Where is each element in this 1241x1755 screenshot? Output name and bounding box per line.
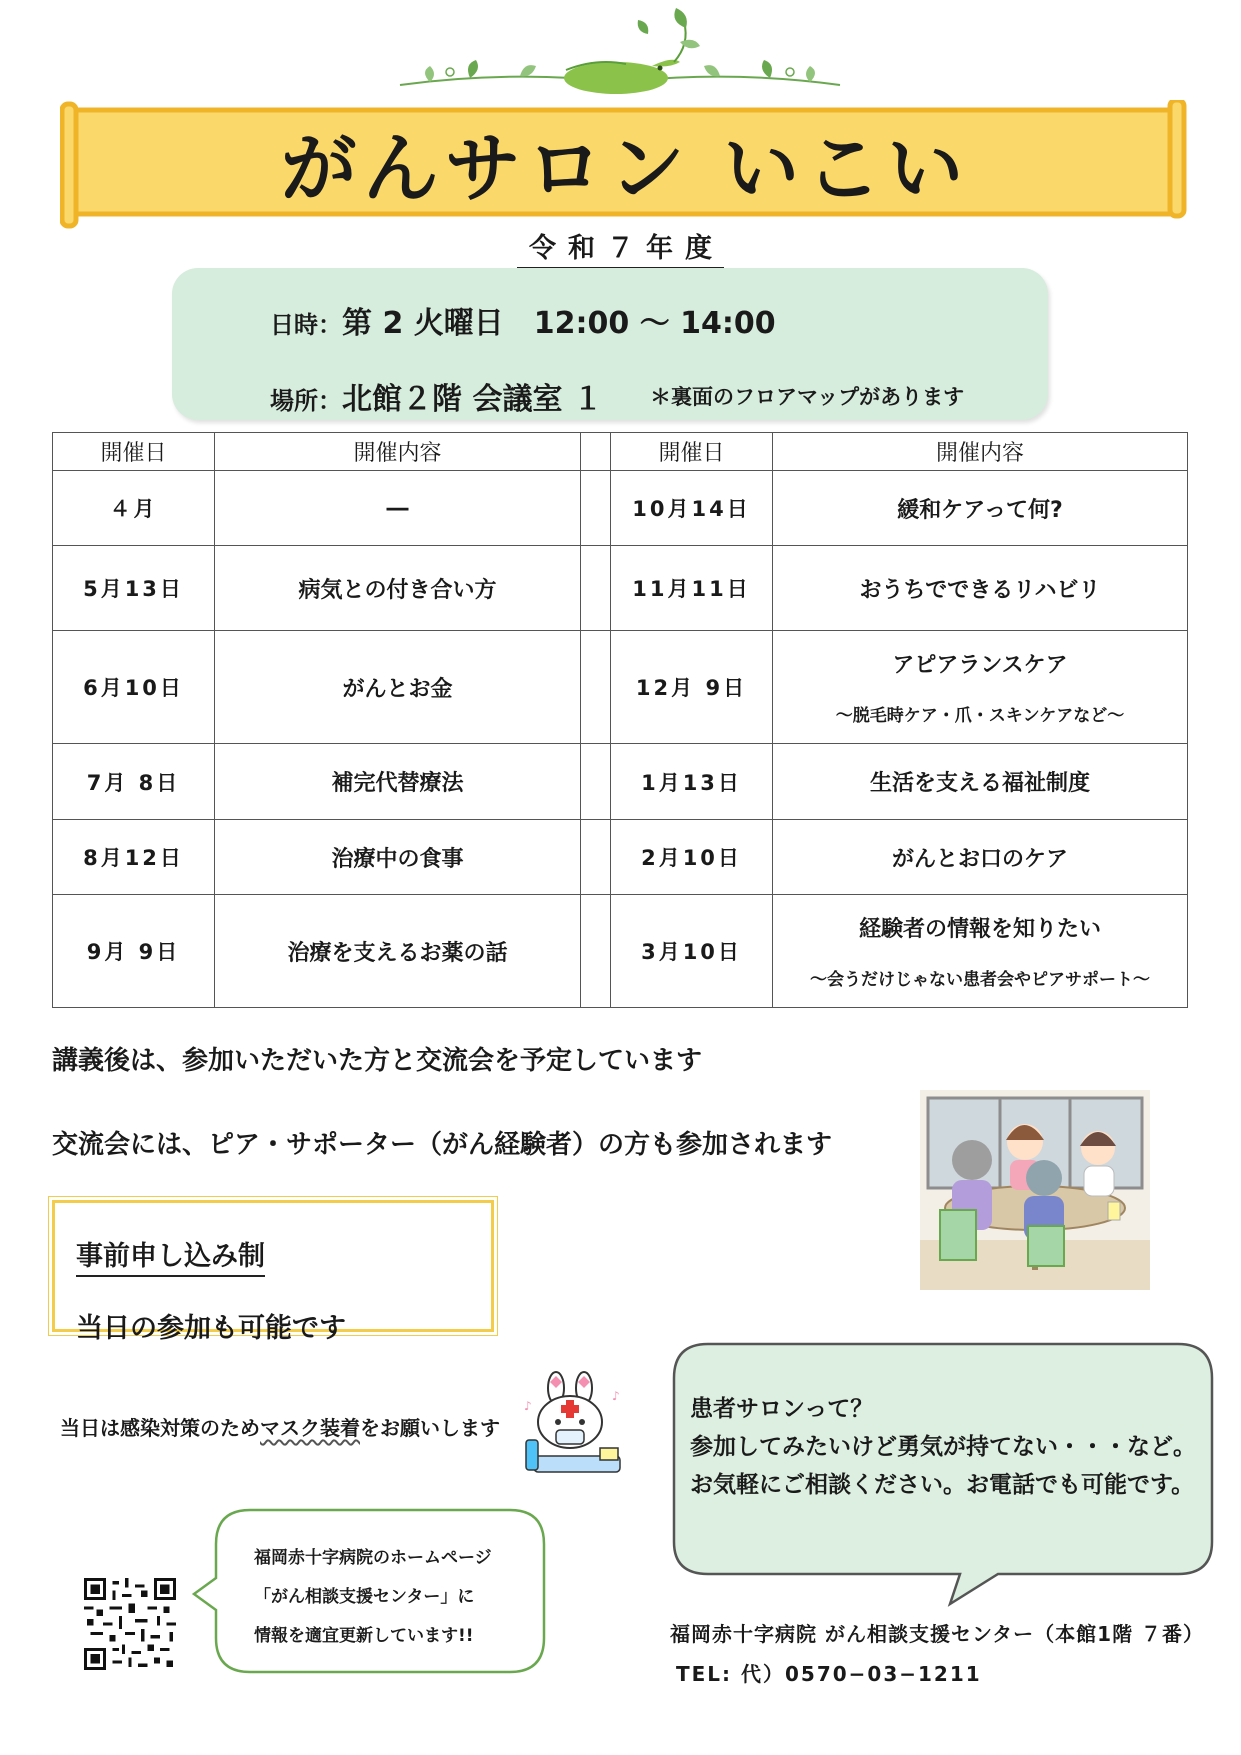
- qr-code-icon[interactable]: [84, 1578, 176, 1670]
- homepage-text: [254, 1539, 492, 1656]
- fiscal-year: [0, 226, 1241, 265]
- table-row: [53, 895, 1188, 1008]
- datetime-line: [270, 298, 776, 342]
- topic-subtitle: ～脱毛時ケア・爪・スキンケアなど～: [835, 706, 1125, 726]
- topic-subtitle: ～会うだけじゃない患者会やピアサポート～: [810, 970, 1150, 990]
- table-cell-topic: [773, 895, 1188, 1008]
- table-header: 開催日: [53, 433, 215, 471]
- group-meeting-illustration: [920, 1090, 1150, 1290]
- consultation-line-3: お気軽にご相談ください。お電話でも可能です。: [690, 1472, 1195, 1498]
- place-label: 場所：: [270, 387, 342, 415]
- phone-number: TEL: 代）0570−03−1211: [676, 1662, 982, 1686]
- registration-title: 事前申し込み制: [76, 1234, 265, 1277]
- table-cell-date: ４月: [53, 471, 215, 546]
- table-gap: [581, 744, 611, 820]
- table-cell-topic: 治療を支えるお薬の話: [215, 895, 581, 1008]
- table-header: 開催内容: [215, 433, 581, 471]
- table-cell-date: 9月 9日: [53, 895, 215, 1008]
- table-gap: [581, 631, 611, 744]
- peer-supporter-note: 交流会には、ピア・サポーター（がん経験者）の方も参加されます: [52, 1130, 833, 1160]
- table-cell-date: 6月10日: [53, 631, 215, 744]
- table-cell-date: 11月11日: [611, 546, 773, 631]
- floor-map-note: ＊裏面のフロアマップがあります: [650, 385, 965, 409]
- table-gap: [581, 433, 611, 471]
- page-title: がんサロン いこい: [280, 124, 970, 213]
- table-cell-topic: がんとお金: [215, 631, 581, 744]
- consultation-text: [690, 1390, 1196, 1504]
- datetime-label: 日時：: [270, 311, 342, 339]
- mask-note-emphasis: マスク装着: [260, 1416, 360, 1440]
- homepage-line-2: 「がん相談支援センター」に: [254, 1587, 475, 1607]
- consultation-line-1: 患者サロンって？: [690, 1396, 874, 1422]
- table-cell-date: 1月13日: [611, 744, 773, 820]
- mask-note-before: 当日は感染対策のため: [60, 1416, 260, 1440]
- place-value: 北館２階 会議室 １: [342, 382, 603, 417]
- table-header-row: [53, 433, 1188, 471]
- table-cell-topic: ―: [215, 471, 581, 546]
- table-cell-date: 7月 8日: [53, 744, 215, 820]
- table-gap: [581, 546, 611, 631]
- table-row: [53, 631, 1188, 744]
- svg-text:♪: ♪: [612, 1389, 620, 1403]
- table-gap: [581, 471, 611, 546]
- table-cell-date: 3月10日: [611, 895, 773, 1008]
- svg-text:♪: ♪: [524, 1399, 532, 1413]
- leaf-bird-icon: [390, 0, 850, 100]
- homepage-line-3: 情報を適宜更新しています!!: [254, 1626, 474, 1646]
- table-row: [53, 471, 1188, 546]
- table-row: [53, 744, 1188, 820]
- topic-title: アピアランスケア: [892, 653, 1068, 678]
- place-line: [270, 374, 603, 418]
- table-cell-date: 2月10日: [611, 820, 773, 895]
- table-cell-topic: 緩和ケアって何?: [773, 471, 1188, 546]
- nurse-rabbit-mascot-icon: [520, 1370, 630, 1480]
- table-cell-date: 10月14日: [611, 471, 773, 546]
- topic-title: 経験者の情報を知りたい: [858, 917, 1101, 942]
- table-cell-topic: 補完代替療法: [215, 744, 581, 820]
- table-cell-date: 12月 9日: [611, 631, 773, 744]
- datetime-value: 第 2 火曜日 12:00 ～ 14:00: [342, 306, 776, 341]
- mask-note-after: をお願いします: [360, 1416, 500, 1440]
- table-cell-topic: 治療中の食事: [215, 820, 581, 895]
- table-cell-topic: 生活を支える福祉制度: [773, 744, 1188, 820]
- table-header: 開催内容: [773, 433, 1188, 471]
- table-row: [53, 820, 1188, 895]
- table-header: 開催日: [611, 433, 773, 471]
- table-cell-topic: がんとお口のケア: [773, 820, 1188, 895]
- table-cell-date: 8月12日: [53, 820, 215, 895]
- consultation-line-2: 参加してみたいけど勇気が持てない・・・など。: [690, 1434, 1196, 1460]
- schedule-table: [52, 432, 1188, 1008]
- table-cell-topic: 病気との付き合い方: [215, 546, 581, 631]
- table-cell-date: 5月13日: [53, 546, 215, 631]
- center-address: 福岡赤十字病院 がん相談支援センター（本館1階 ７番）: [670, 1622, 1205, 1646]
- exchange-note: 講義後は、参加いただいた方と交流会を予定しています: [52, 1046, 703, 1076]
- table-gap: [581, 895, 611, 1008]
- homepage-line-1: 福岡赤十字病院のホームページ: [254, 1548, 492, 1568]
- table-cell-topic: [773, 631, 1188, 744]
- fiscal-year-text: 令和７年度: [517, 233, 724, 269]
- table-gap: [581, 820, 611, 895]
- table-row: [53, 546, 1188, 631]
- table-cell-topic: おうちでできるリハビリ: [773, 546, 1188, 631]
- registration-text: 当日の参加も可能です: [76, 1313, 346, 1344]
- mask-request-note: [60, 1412, 500, 1441]
